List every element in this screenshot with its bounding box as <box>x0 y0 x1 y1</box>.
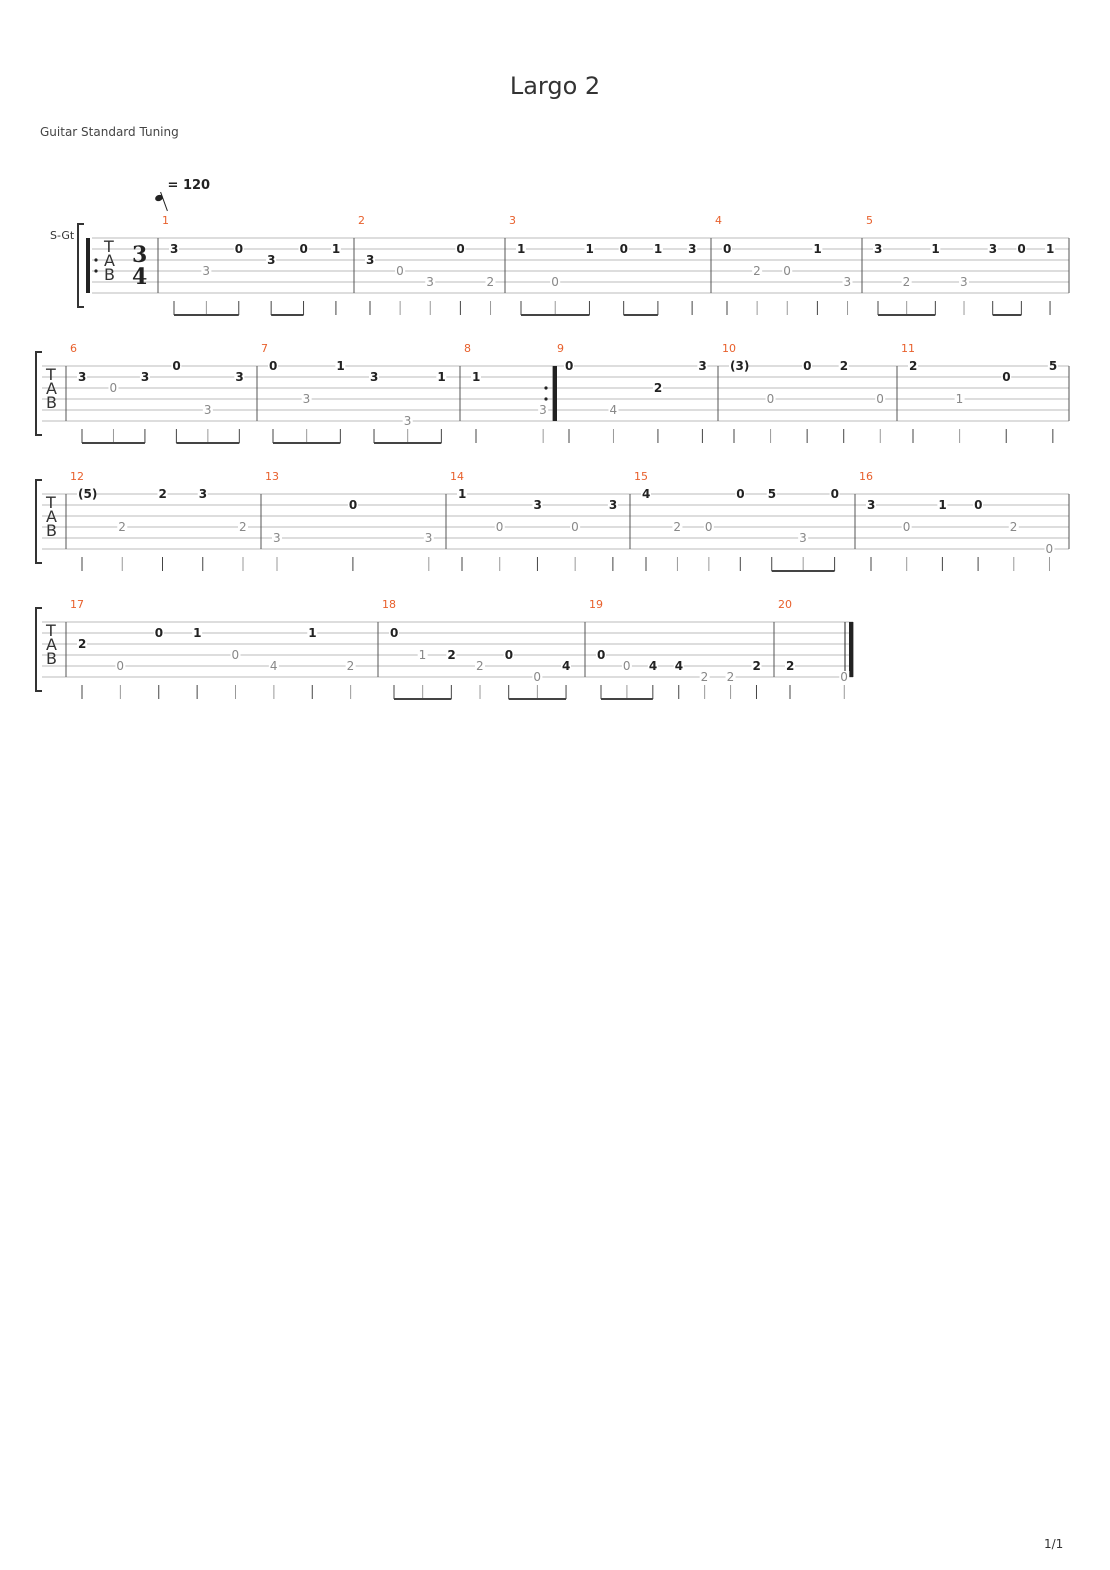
fret-number: 3 <box>140 370 150 384</box>
fret-number: 2 <box>726 670 735 684</box>
fret-number: 4 <box>642 487 651 501</box>
fret-number: 0 <box>723 242 732 256</box>
measure-number: 2 <box>358 214 365 227</box>
fret-number: 2 <box>752 659 761 673</box>
fret-number: (3) <box>730 359 750 373</box>
measure-number: 9 <box>557 342 564 355</box>
tab-clef-letter: B <box>46 393 57 412</box>
fret-number: 3 <box>78 370 87 384</box>
fret-number: 0 <box>231 648 240 662</box>
fret-number: 0 <box>551 275 559 289</box>
track-name: S-Gt <box>50 229 75 242</box>
measure-number: 4 <box>715 214 722 227</box>
fret-number: 2 <box>653 381 663 395</box>
fret-number: 0 <box>1045 542 1054 556</box>
tab-clef-letter: A <box>104 251 115 270</box>
repeat-start-thick-bar <box>86 238 90 293</box>
fret-number: 1 <box>585 242 594 256</box>
fret-number: 3 <box>202 264 211 278</box>
fret-number: 2 <box>346 659 355 673</box>
fret-number: 0 <box>533 670 542 684</box>
fret-number: 3 <box>424 531 433 545</box>
tab-clef-letter: B <box>46 521 57 540</box>
fret-number: 3 <box>203 403 212 417</box>
fret-number: 4 <box>269 659 278 673</box>
fret-number: 0 <box>154 626 164 640</box>
fret-number: 5 <box>767 487 777 501</box>
fret-number: 0 <box>234 242 244 256</box>
tab-clef-letter: T <box>46 621 56 640</box>
fret-number: 0 <box>116 659 125 673</box>
fret-number: 3 <box>403 414 412 428</box>
time-signature-top: 3 <box>132 242 148 268</box>
fret-number: 3 <box>698 359 707 373</box>
system-bracket <box>36 480 42 563</box>
fret-number: 3 <box>235 370 244 384</box>
fret-number: 2 <box>476 659 484 673</box>
system-bracket <box>36 608 42 691</box>
fret-number: 1 <box>517 242 526 256</box>
fret-number: 1 <box>331 242 341 256</box>
fret-number: 0 <box>736 487 745 501</box>
fret-number: 4 <box>674 659 684 673</box>
measure-number: 12 <box>70 470 84 483</box>
repeat-dot <box>94 258 97 261</box>
fret-number: 0 <box>495 520 504 534</box>
measure-number: 15 <box>634 470 648 483</box>
fret-number: 1 <box>308 626 317 640</box>
fret-number: 0 <box>299 242 308 256</box>
tempo-value: = 120 <box>167 178 211 193</box>
fret-number: 3 <box>370 370 379 384</box>
fret-number: 0 <box>172 359 181 373</box>
fret-number: 3 <box>539 403 547 417</box>
fret-number: 1 <box>653 242 663 256</box>
measure-number: 18 <box>382 598 396 611</box>
fret-number: 1 <box>193 626 202 640</box>
fret-number: 3 <box>867 498 876 512</box>
measure-number: 20 <box>778 598 792 611</box>
fret-number: 0 <box>565 359 574 373</box>
fret-number: 5 <box>1048 359 1058 373</box>
fret-number: 4 <box>609 403 618 417</box>
measure-number: 7 <box>261 342 268 355</box>
fret-number: 4 <box>562 659 571 673</box>
repeat-dot <box>544 386 547 389</box>
fret-number: 3 <box>302 392 311 406</box>
fret-number: 2 <box>78 637 87 651</box>
fret-number: 3 <box>273 531 281 545</box>
fret-number: 0 <box>504 648 514 662</box>
fret-number: 2 <box>158 487 167 501</box>
fret-number: 3 <box>426 275 434 289</box>
fret-number: 1 <box>931 242 940 256</box>
score-title: Largo 2 <box>509 72 601 100</box>
fret-number: 0 <box>619 242 629 256</box>
fret-number: 1 <box>472 370 481 384</box>
fret-number: 0 <box>390 626 399 640</box>
fret-number: 3 <box>533 498 542 512</box>
fret-number: 2 <box>786 659 795 673</box>
fret-number: 0 <box>1002 370 1011 384</box>
tab-clef-letter: T <box>46 493 56 512</box>
fret-number: 0 <box>109 381 118 395</box>
fret-number: (5) <box>78 487 98 501</box>
fret-number: 0 <box>597 648 606 662</box>
measure-number: 3 <box>509 214 516 227</box>
fret-number: 3 <box>960 275 968 289</box>
fret-number: 1 <box>458 487 467 501</box>
time-signature-bottom: 4 <box>132 264 148 290</box>
fret-number: 0 <box>974 498 983 512</box>
fret-number: 2 <box>447 648 456 662</box>
fret-number: 3 <box>366 253 375 267</box>
fret-number: 1 <box>437 370 446 384</box>
measure-number: 17 <box>70 598 84 611</box>
fret-number: 2 <box>700 670 709 684</box>
fret-number: 2 <box>753 264 761 278</box>
measure-number: 1 <box>162 214 169 227</box>
fret-number: 3 <box>799 531 807 545</box>
fret-number: 1 <box>813 242 822 256</box>
tab-clef-letter: A <box>46 635 57 654</box>
system-bracket <box>78 224 84 307</box>
system-bracket <box>36 352 42 435</box>
measure-number: 5 <box>866 214 873 227</box>
fret-number: 2 <box>839 359 849 373</box>
tab-clef-letter: B <box>46 649 57 668</box>
fret-number: 2 <box>1009 520 1018 534</box>
tuning-label: Guitar Standard Tuning <box>40 125 179 139</box>
fret-number: 2 <box>902 275 911 289</box>
fret-number: 2 <box>239 520 247 534</box>
measure-number: 6 <box>70 342 77 355</box>
fret-number: 3 <box>843 275 852 289</box>
measure-number: 8 <box>464 342 471 355</box>
tab-clef-letter: T <box>46 365 56 384</box>
page-number: 1/1 <box>1044 1537 1064 1551</box>
fret-number: 0 <box>622 659 631 673</box>
fret-number: 0 <box>876 392 884 406</box>
fret-number: 3 <box>267 253 276 267</box>
fret-number: 1 <box>418 648 427 662</box>
fret-number: 0 <box>902 520 911 534</box>
measure-number: 11 <box>901 342 915 355</box>
tab-clef-letter: B <box>104 265 115 284</box>
fret-number: 1 <box>938 498 947 512</box>
tab-clef-letter: A <box>46 379 57 398</box>
fret-number: 2 <box>673 520 682 534</box>
fret-number: 3 <box>688 242 697 256</box>
fret-number: 0 <box>348 498 358 512</box>
repeat-dot <box>544 397 547 400</box>
measure-number: 16 <box>859 470 873 483</box>
measure-number: 14 <box>450 470 464 483</box>
fret-number: 3 <box>988 242 998 256</box>
fret-number: 2 <box>118 520 126 534</box>
fret-number: 2 <box>486 275 495 289</box>
fret-number: 0 <box>396 264 404 278</box>
measure-number: 10 <box>722 342 736 355</box>
fret-number: 0 <box>783 264 791 278</box>
tab-clef-letter: A <box>46 507 57 526</box>
fret-number: 3 <box>170 242 179 256</box>
fret-number: 3 <box>874 242 883 256</box>
fret-number: 0 <box>704 520 713 534</box>
fret-number: 0 <box>571 520 579 534</box>
repeat-end-thick-bar <box>553 366 557 421</box>
fret-number: 0 <box>803 359 812 373</box>
tab-clef-letter: T <box>104 237 114 256</box>
fret-number: 1 <box>336 359 345 373</box>
measure-number: 19 <box>589 598 603 611</box>
fret-number: 1 <box>1046 242 1055 256</box>
fret-number: 3 <box>608 498 618 512</box>
fret-number: 0 <box>456 242 465 256</box>
fret-number: 0 <box>1017 242 1026 256</box>
measure-number: 13 <box>265 470 279 483</box>
fret-number: 2 <box>909 359 918 373</box>
fret-number: 1 <box>955 392 964 406</box>
fret-number: 0 <box>269 359 278 373</box>
fret-number: 0 <box>840 670 848 684</box>
fret-number: 3 <box>198 487 208 501</box>
fret-number: 0 <box>830 487 839 501</box>
repeat-dot <box>94 269 97 272</box>
fret-number: 4 <box>648 659 658 673</box>
fret-number: 0 <box>766 392 775 406</box>
final-thick-bar <box>849 622 853 677</box>
